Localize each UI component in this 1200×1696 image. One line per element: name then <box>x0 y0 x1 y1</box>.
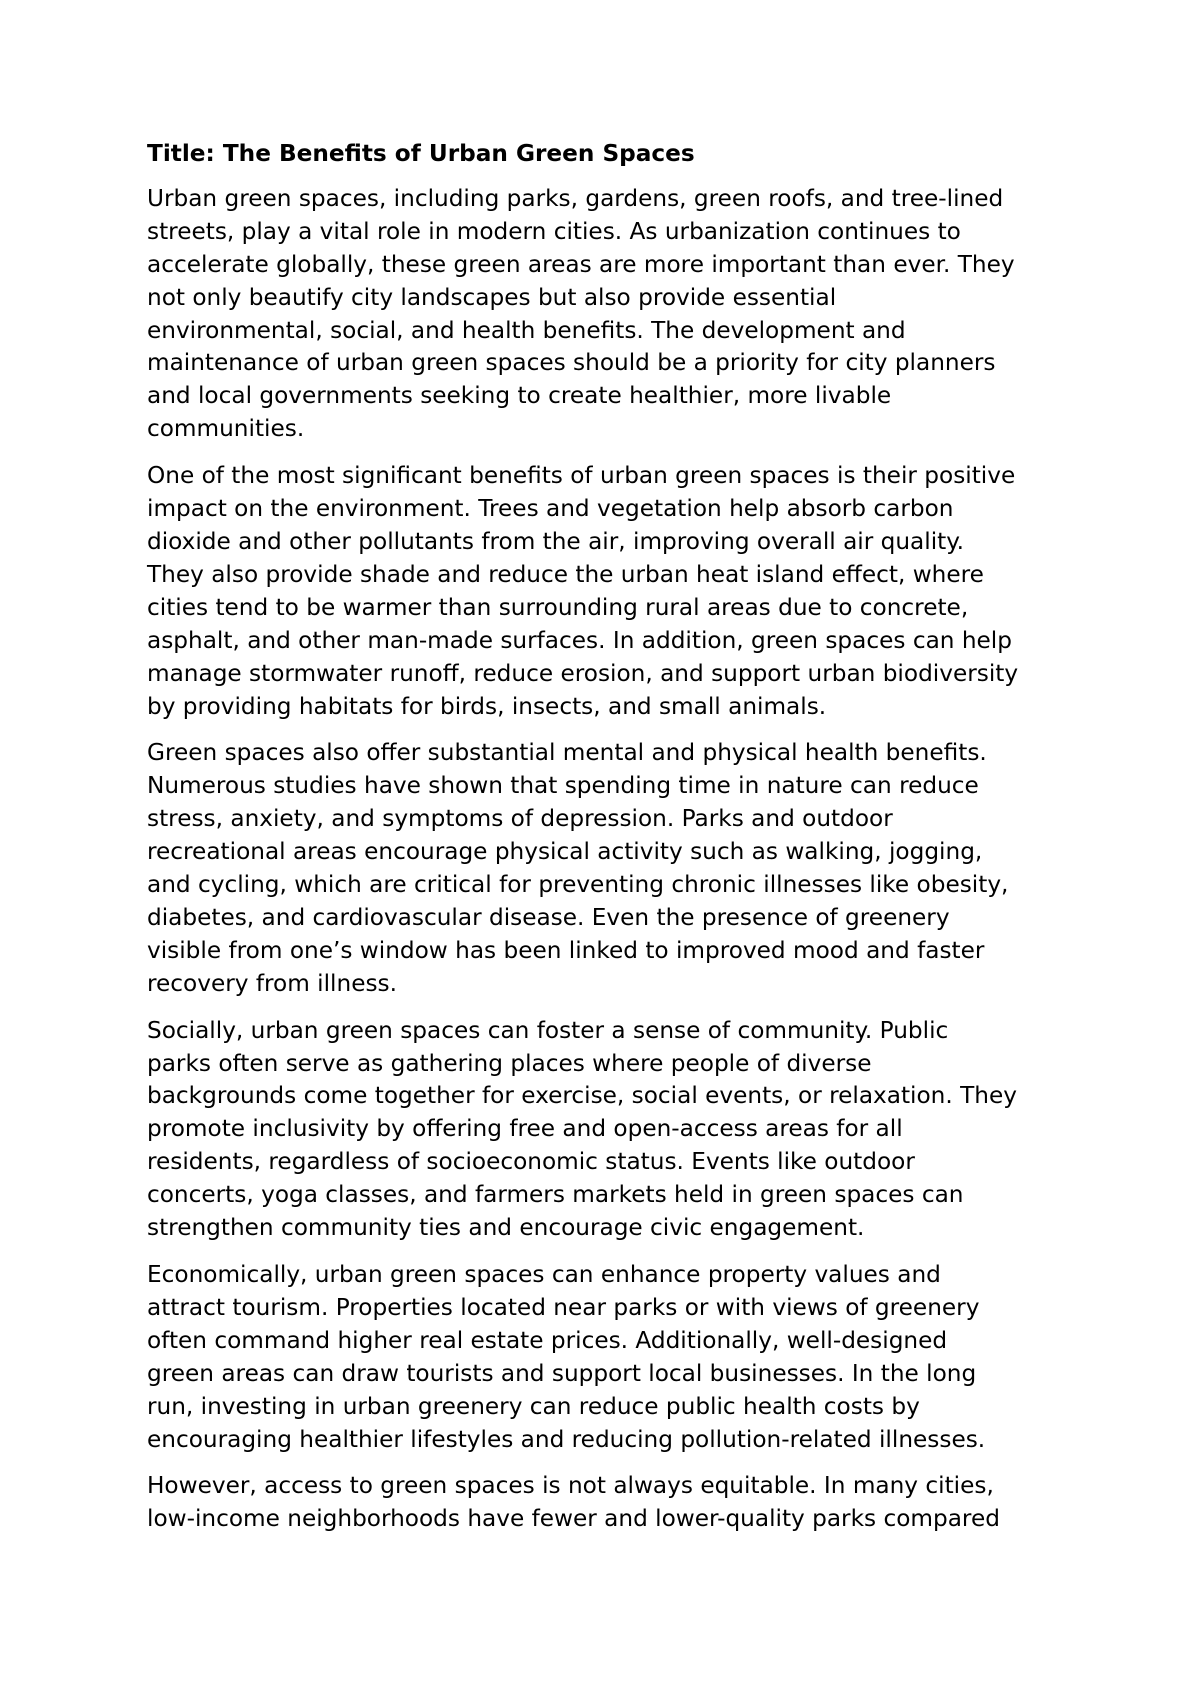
paragraph <box>147 1259 1077 1456</box>
text-line: stress, anxiety, and symptoms of depression. Parks and outdoor <box>147 805 893 833</box>
text-line: However, access to green spaces is not always equitable. In many cities, <box>147 1472 994 1500</box>
text-line: green areas can draw tourists and support local businesses. In the long <box>147 1359 977 1387</box>
text-line: often command higher real estate prices. Additionally, well-designed <box>147 1326 948 1354</box>
text-line: concerts, yoga classes, and farmers markets held in green spaces can <box>147 1181 964 1209</box>
text-line: visible from one’s window has been linked to improved mood and faster <box>147 936 985 964</box>
text-line: environmental, social, and health benefits. The development and <box>147 316 906 344</box>
document-body <box>147 138 1077 1550</box>
paragraph <box>147 737 1077 1000</box>
text-line: manage stormwater runoff, reduce erosion, and support urban biodiversity <box>147 659 1019 687</box>
paragraph <box>147 1015 1077 1245</box>
text-line: maintenance of urban green spaces should be a priority for city planners <box>147 349 996 377</box>
text-line: accelerate globally, these green areas are more important than ever. They <box>147 250 1015 278</box>
text-line: backgrounds come together for exercise, social events, or relaxation. They <box>147 1082 1017 1110</box>
paragraph <box>147 1470 1077 1536</box>
paragraph-list <box>147 183 1077 1536</box>
text-line: diabetes, and cardiovascular disease. Even the presence of greenery <box>147 903 950 931</box>
text-line: One of the most significant benefits of urban green spaces is their positive <box>147 462 1016 490</box>
text-line: communities. <box>147 415 305 443</box>
text-line: streets, play a vital role in modern cities. As urbanization continues to <box>147 217 961 245</box>
document-title: Title: The Benefits of Urban Green Spaces <box>147 140 695 167</box>
text-line: Economically, urban green spaces can enhance property values and <box>147 1261 941 1288</box>
text-line: Socially, urban green spaces can foster a sense of community. Public <box>147 1016 949 1044</box>
text-line: residents, regardless of socioeconomic status. Events like outdoor <box>147 1148 915 1176</box>
text-line: parks often serve as gathering places where people of diverse <box>147 1049 872 1077</box>
text-line: impact on the environment. Trees and vegetation help absorb carbon <box>147 495 954 523</box>
text-line: not only beautify city landscapes but also provide essential <box>147 283 837 311</box>
paragraph <box>147 183 1077 446</box>
text-line: attract tourism. Properties located near parks or with views of greenery <box>147 1293 980 1321</box>
text-line: encouraging healthier lifestyles and reducing pollution-related illnesses. <box>147 1425 986 1453</box>
text-line: recovery from illness. <box>147 969 397 997</box>
text-line: and local governments seeking to create healthier, more livable <box>147 382 892 410</box>
text-line: by providing habitats for birds, insects, and small animals. <box>147 692 827 720</box>
text-line: Green spaces also offer substantial mental and physical health benefits. <box>147 739 987 767</box>
text-line: promote inclusivity by offering free and open-access areas for all <box>147 1115 903 1143</box>
text-line: dioxide and other pollutants from the air, improving overall air quality. <box>147 527 965 555</box>
text-line: Numerous studies have shown that spending time in nature can reduce <box>147 772 979 800</box>
text-line: asphalt, and other man-made surfaces. In addition, green spaces can help <box>147 626 1012 654</box>
text-line: and cycling, which are critical for preventing chronic illnesses like obesity, <box>147 871 1009 899</box>
text-line: strengthen community ties and encourage civic engagement. <box>147 1214 865 1242</box>
text-line: Urban green spaces, including parks, gardens, green roofs, and tree-lined <box>147 184 1004 212</box>
paragraph <box>147 460 1077 723</box>
text-line: recreational areas encourage physical activity such as walking, jogging, <box>147 838 983 866</box>
text-line: They also provide shade and reduce the urban heat island effect, where <box>147 560 984 588</box>
text-line: run, investing in urban greenery can reduce public health costs by <box>147 1392 920 1420</box>
text-line: low-income neighborhoods have fewer and lower-quality parks compared <box>147 1505 1000 1533</box>
text-line: cities tend to be warmer than surrounding rural areas due to concrete, <box>147 593 969 621</box>
